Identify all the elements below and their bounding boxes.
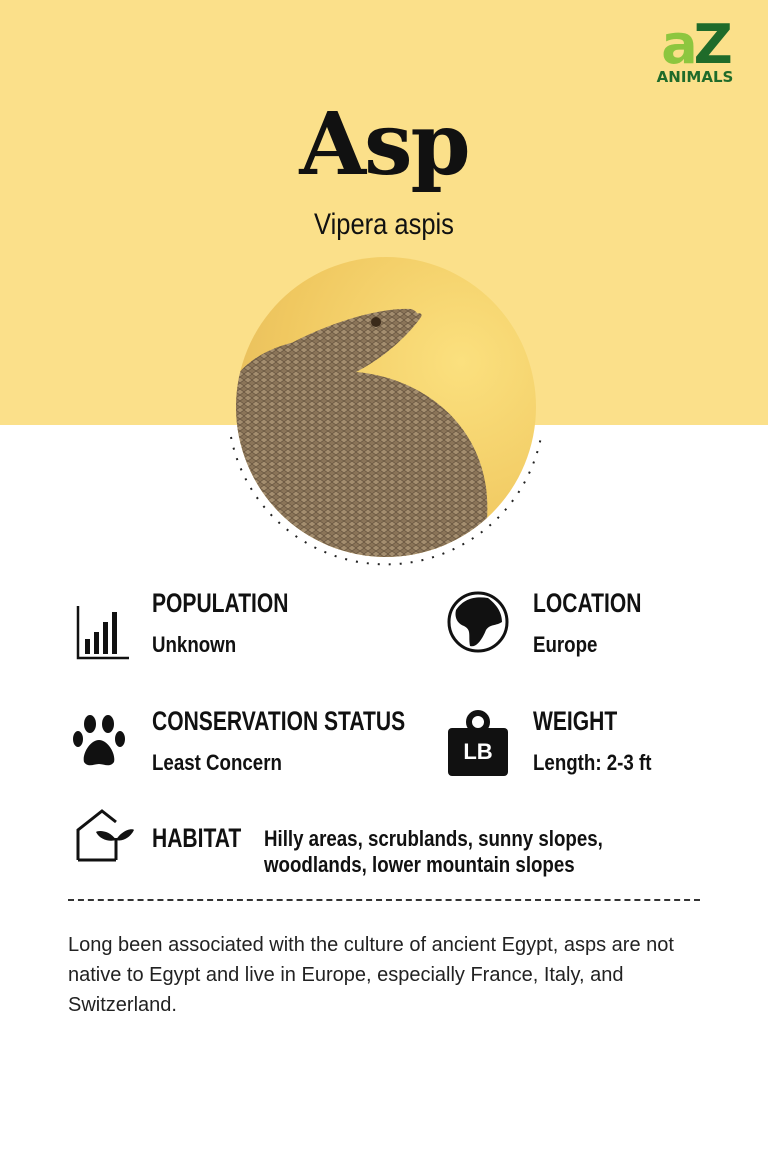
dashed-divider: [68, 899, 700, 901]
conservation-label: CONSERVATION STATUS: [152, 706, 406, 736]
scientific-name: Vipera aspis: [314, 208, 454, 241]
logo-text: ANIMALS: [656, 68, 734, 86]
population-label: POPULATION: [152, 588, 289, 618]
weight-label: WEIGHT: [533, 706, 618, 736]
habitat-line-1: Hilly areas, scrublands, sunny slopes,: [264, 826, 603, 851]
logo-a: a: [661, 13, 694, 76]
weight-icon-text: LB: [448, 728, 508, 776]
habitat-line-2: woodlands, lower mountain slopes: [264, 852, 575, 877]
habitat-value: [264, 826, 603, 878]
bar-chart-icon: [76, 604, 130, 660]
paw-icon: [72, 714, 126, 768]
description: Long been associated with the culture of ancient Egypt, asps are not native to Egypt and live in Europe, especially France, Italy, and Switzerland.: [68, 934, 674, 1016]
az-animals-logo: [640, 13, 750, 86]
location-label: LOCATION: [533, 588, 642, 618]
location-value: Europe: [533, 632, 598, 657]
habitat-label: HABITAT: [152, 823, 242, 853]
weight-value: Length: 2-3 ft: [533, 750, 652, 775]
page-title: Asp: [299, 94, 469, 195]
habitat-house-icon: [76, 808, 136, 862]
weight-icon: [446, 710, 510, 776]
logo-z: Z: [693, 13, 729, 76]
snake-photo: [236, 257, 536, 557]
globe-icon: [446, 590, 510, 654]
conservation-value: Least Concern: [152, 750, 282, 775]
population-value: Unknown: [152, 632, 237, 657]
